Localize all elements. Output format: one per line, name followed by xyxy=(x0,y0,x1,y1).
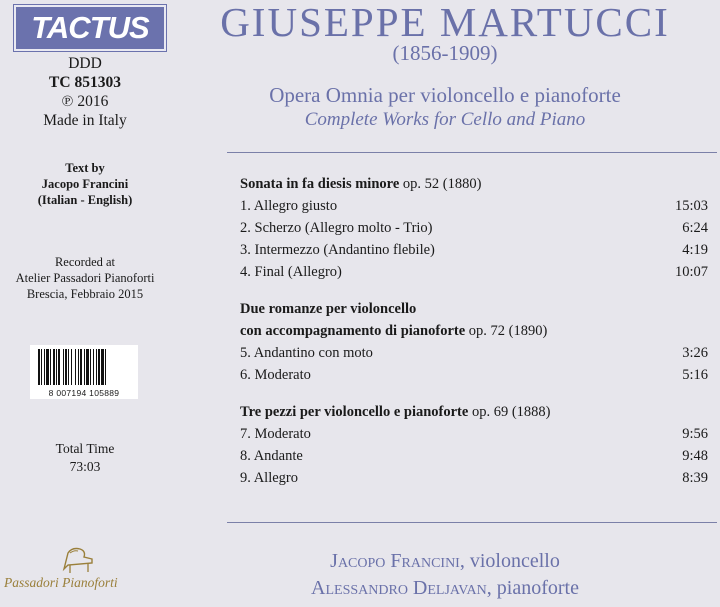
work-title xyxy=(240,401,708,423)
track-label: 1. Allegro giusto xyxy=(240,198,338,214)
passadori-name: Passadori Pianoforti xyxy=(4,575,118,590)
track-time: 4:19 xyxy=(682,242,708,258)
track-time: 9:56 xyxy=(682,426,708,442)
track-label: 6. Moderato xyxy=(240,367,311,383)
track-time: 10:07 xyxy=(674,264,708,280)
track-row xyxy=(240,195,708,217)
album-subtitle-english: Complete Works for Cello and Piano xyxy=(304,109,586,130)
work-group xyxy=(240,298,708,386)
track-row xyxy=(240,423,708,445)
work-title xyxy=(240,173,708,195)
work-title xyxy=(240,298,708,320)
work-opus: op. 72 (1890) xyxy=(468,323,548,339)
divider-top xyxy=(227,152,717,153)
performer-name: Alessandro Deljavan xyxy=(311,577,487,599)
track-label: 7. Moderato xyxy=(240,426,311,442)
work-name: Due romanze per violoncello xyxy=(240,301,417,317)
passadori-logo xyxy=(4,545,174,595)
work-opus: op. 52 (1880) xyxy=(402,176,482,192)
left-column xyxy=(0,0,170,607)
track-time: 15:03 xyxy=(674,198,708,214)
track-time: 6:24 xyxy=(682,220,708,236)
work-group xyxy=(240,173,708,283)
format-ddd: DDD xyxy=(68,55,102,72)
track-label: 4. Final (Allegro) xyxy=(240,264,342,280)
text-credits xyxy=(0,160,170,208)
track-time: 8:39 xyxy=(682,470,708,486)
track-row xyxy=(240,364,708,386)
tactus-logo: TACTUS xyxy=(14,5,166,51)
catalog-number: TC 851303 xyxy=(49,74,121,91)
track-label: 5. Andantino con moto xyxy=(240,345,373,361)
performer-name: Jacopo Francini xyxy=(330,550,460,572)
right-column xyxy=(170,0,720,607)
recording-info xyxy=(0,254,170,302)
track-time: 5:16 xyxy=(682,367,708,383)
tracklist xyxy=(240,173,708,504)
work-group xyxy=(240,401,708,489)
track-time: 9:48 xyxy=(682,448,708,464)
performer-cellist xyxy=(170,550,720,573)
divider-bottom xyxy=(227,522,717,523)
track-label: 8. Andante xyxy=(240,448,303,464)
release-info xyxy=(0,54,170,130)
total-time xyxy=(0,440,170,476)
composer-dates: (1856-1909) xyxy=(392,41,498,65)
recording-venue: Atelier Passadori Pianoforti xyxy=(15,271,155,285)
track-row xyxy=(240,342,708,364)
total-time-value: 73:03 xyxy=(69,459,101,474)
work-opus: op. 69 (1888) xyxy=(471,404,551,420)
text-by-label: Text by xyxy=(65,161,105,175)
piano-icon xyxy=(58,545,98,575)
text-author: Jacopo Francini xyxy=(41,177,129,191)
origin: Made in Italy xyxy=(43,112,127,129)
track-label: 3. Intermezzo (Andantino flebile) xyxy=(240,242,435,258)
barcode xyxy=(30,345,138,399)
composer-name: GIUSEPPE MARTUCCI xyxy=(220,0,670,45)
work-name: Tre pezzi per violoncello e pianoforte xyxy=(240,404,469,420)
work-title-line2 xyxy=(240,320,708,342)
total-time-label: Total Time xyxy=(55,441,115,456)
recorded-at-label: Recorded at xyxy=(54,255,116,269)
text-languages: (Italian - English) xyxy=(37,193,133,207)
track-row xyxy=(240,467,708,489)
track-label: 9. Allegro xyxy=(240,470,298,486)
album-subtitle: Opera Omnia per violoncello e pianoforte xyxy=(269,83,621,107)
track-label: 2. Scherzo (Allegro molto - Trio) xyxy=(240,220,433,236)
track-time: 3:26 xyxy=(682,345,708,361)
work-name: Sonata in fa diesis minore xyxy=(240,176,400,192)
track-row xyxy=(240,261,708,283)
performer-role: , violoncello xyxy=(459,550,560,572)
work-name-line2: con accompagnamento di pianoforte xyxy=(240,323,466,339)
barcode-bars xyxy=(38,349,130,385)
track-row xyxy=(240,445,708,467)
track-row xyxy=(240,239,708,261)
track-row xyxy=(240,217,708,239)
performer-role: , pianoforte xyxy=(486,577,579,599)
performer-pianist xyxy=(170,577,720,600)
recording-place-date: Brescia, Febbraio 2015 xyxy=(26,287,144,301)
barcode-number: 8 007194 105889 xyxy=(48,388,120,398)
phonogram-year: ℗ 2016 xyxy=(61,93,109,110)
